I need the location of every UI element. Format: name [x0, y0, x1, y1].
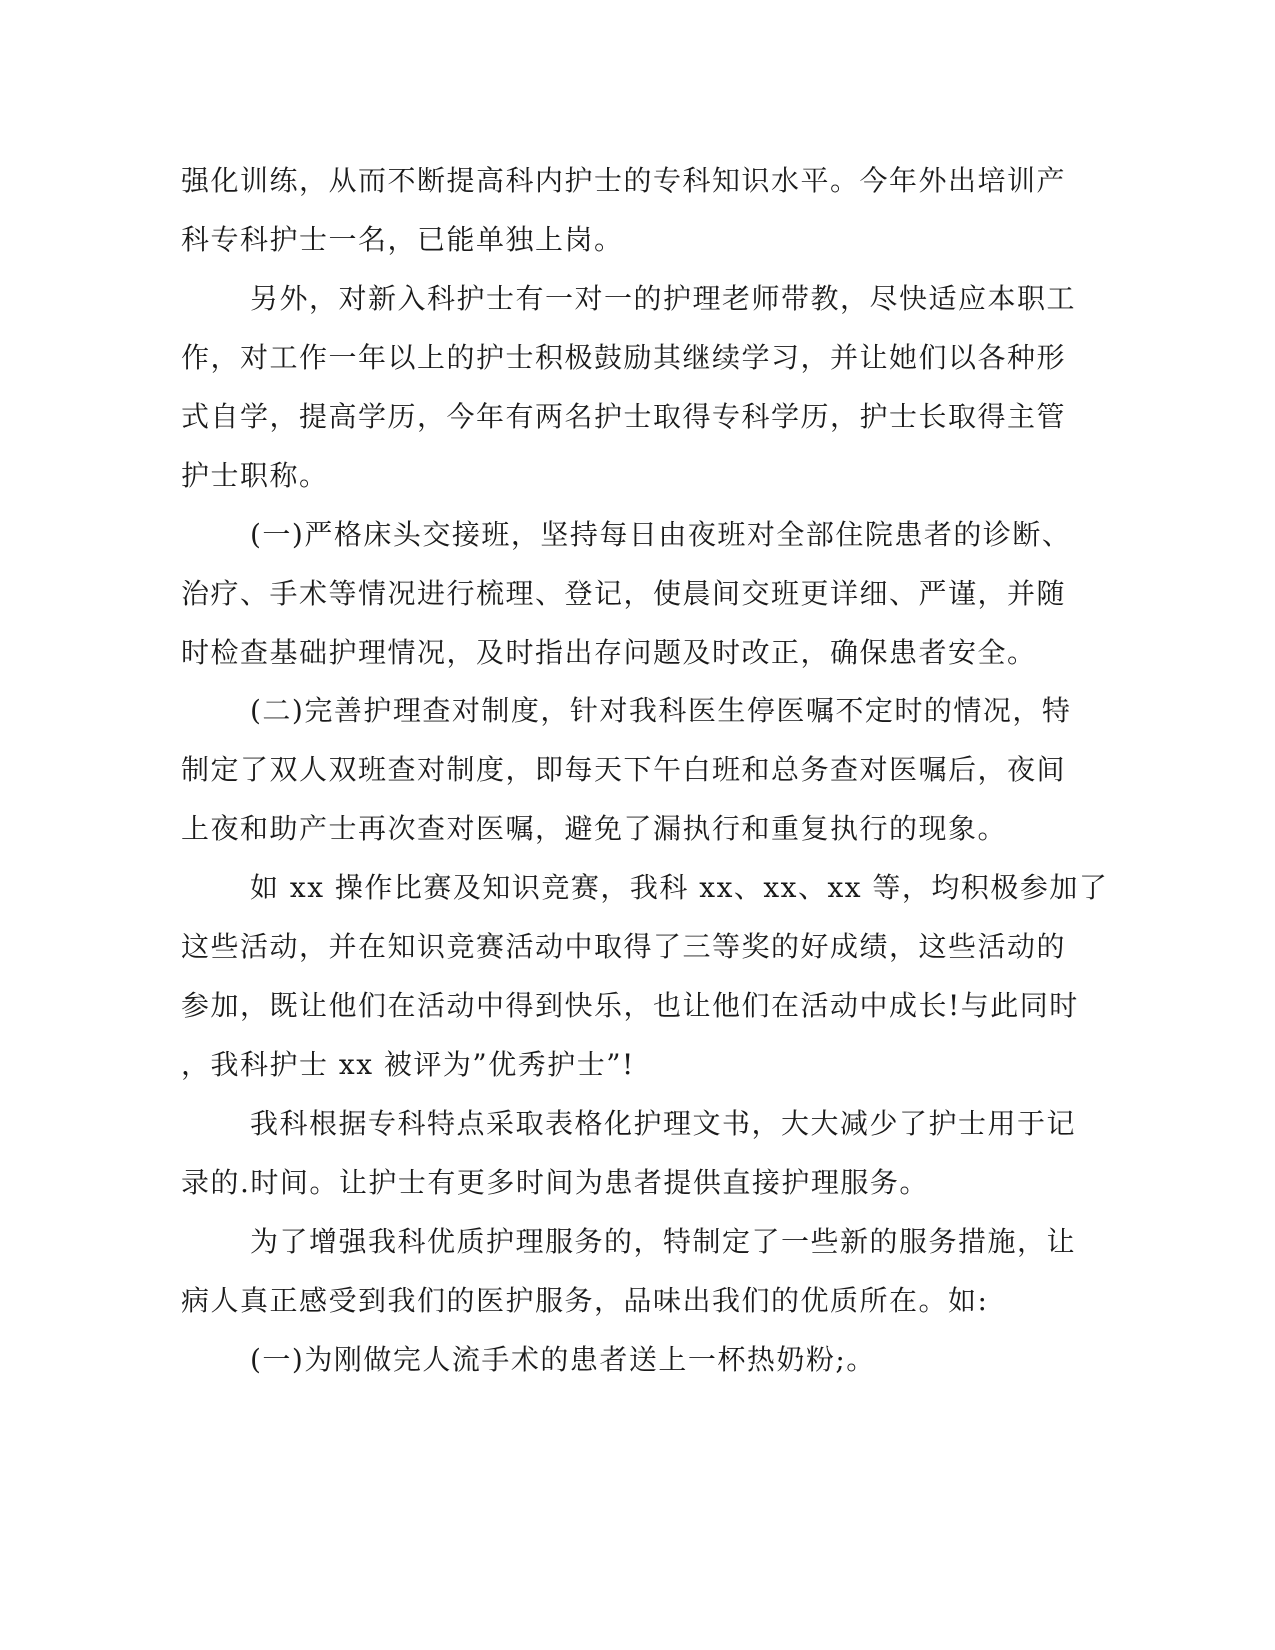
text-line-content: 如 xx 操作比赛及知识竞赛，我科 xx、xx、xx 等，均积极参加了: [250, 871, 1109, 904]
text-line-content: 时检查基础护理情况，及时指出存问题及时改正，确保患者安全。: [181, 636, 1037, 669]
text-line-content: 作，对工作一年以上的护士积极鼓励其继续学习，并让她们以各种形: [181, 341, 1067, 374]
text-line-content: 录的.时间。让护士有更多时间为患者提供直接护理服务。: [181, 1166, 929, 1199]
text-line-content: 病人真正感受到我们的医护服务，品味出我们的优质所在。如:: [181, 1284, 989, 1317]
text-line-content: 制定了双人双班查对制度，即每天下午白班和总务查对医嘱后，夜间: [181, 753, 1067, 786]
text-line-content: 另外，对新入科护士有一对一的护理老师带教，尽快适应本职工: [250, 282, 1077, 315]
text-line-content: 科专科护士一名，已能单独上岗。: [181, 223, 624, 256]
text-line-content: 参加，既让他们在活动中得到快乐，也让他们在活动中成长!与此同时: [181, 989, 1079, 1022]
text-line-content: 强化训练，从而不断提高科内护士的专科知识水平。今年外出培训产: [181, 164, 1067, 197]
text-line-content: 这些活动，并在知识竞赛活动中取得了三等奖的好成绩，这些活动的: [181, 930, 1067, 963]
text-line-content: 为了增强我科优质护理服务的，特制定了一些新的服务措施，让: [250, 1225, 1077, 1258]
text-line-content: (一)严格床头交接班，坚持每日由夜班对全部住院患者的诊断、: [250, 518, 1072, 551]
text-line-content: (一)为刚做完人流手术的患者送上一杯热奶粉;。: [250, 1343, 876, 1376]
text-line-content: 护士职称。: [181, 459, 329, 492]
text-line-content: ，我科护士 xx 被评为”优秀护士”!: [181, 1048, 635, 1081]
text-line-content: 式自学，提高学历，今年有两名护士取得专科学历，护士长取得主管: [181, 400, 1067, 433]
text-line-content: 治疗、手术等情况进行梳理、登记，使晨间交班更详细、严谨，并随: [181, 577, 1067, 610]
text-line-content: (二)完善护理查对制度，针对我科医生停医嘱不定时的情况，特: [250, 694, 1072, 727]
text-line-content: 上夜和助产士再次查对医嘱，避免了漏执行和重复执行的现象。: [181, 812, 1008, 845]
text-line-content: 我科根据专科特点采取表格化护理文书，大大减少了护士用于记: [250, 1107, 1077, 1140]
